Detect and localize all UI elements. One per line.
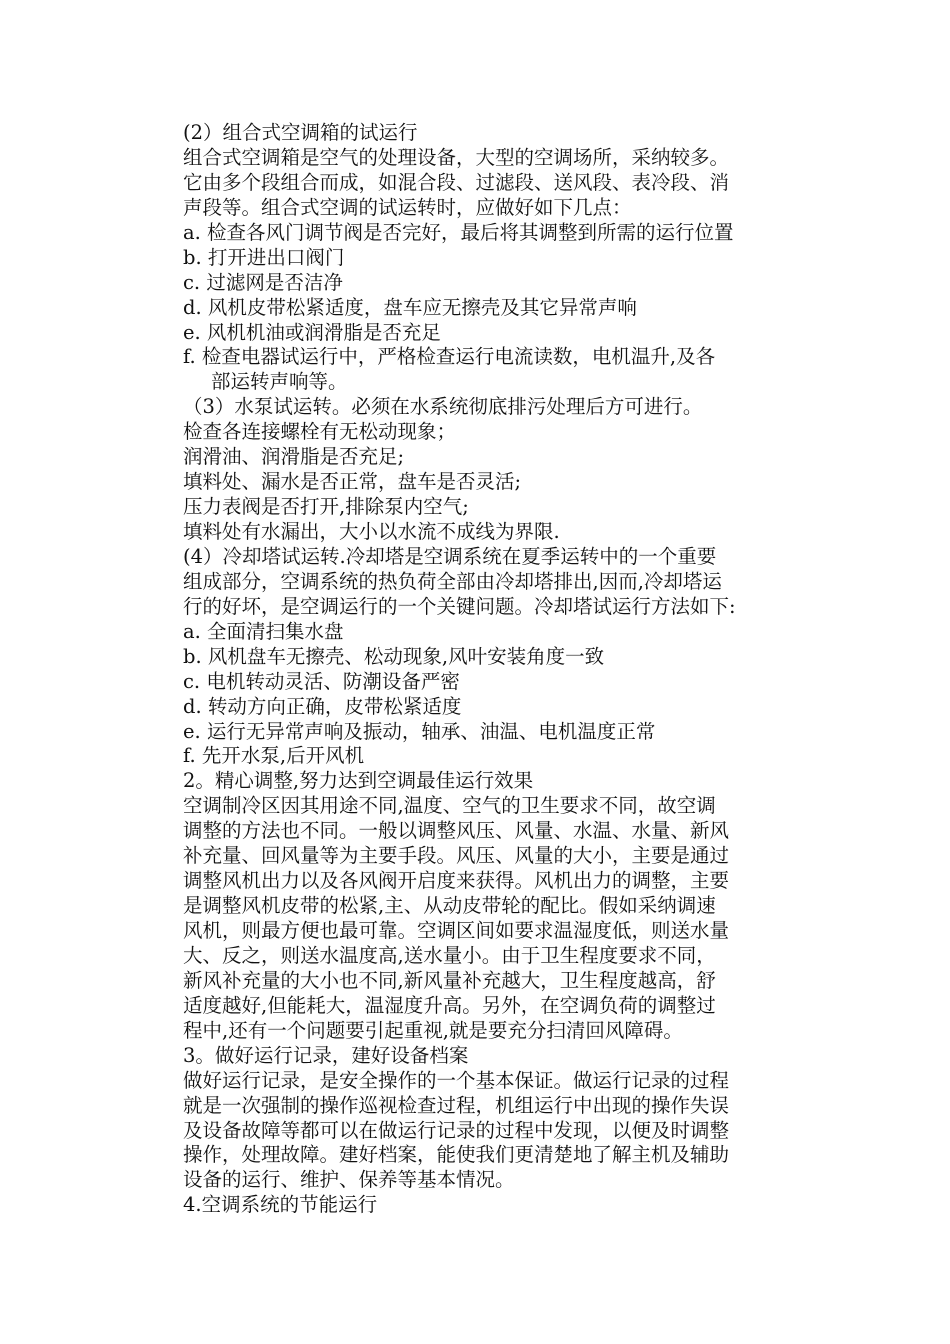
paragraph-line: 行的好坏，是空调运行的一个关键问题。冷却塔试运行方法如下: (183, 594, 736, 618)
paragraph-line: 操作，处理故障。建好档案，能使我们更清楚地了解主机及辅助 (183, 1143, 730, 1167)
heading-energy-saving: 4.空调系统的节能运行 (183, 1193, 378, 1217)
paragraph-line: 做好运行记录，是安全操作的一个基本保证。做运行记录的过程 (183, 1068, 730, 1092)
paragraph-line: 调整的方法也不同。一般以调整风压、风量、水温、水量、新风 (183, 819, 730, 843)
paragraph-line: 新风补充量的大小也不同,新风量补充越大，卫生程度越高，舒 (183, 968, 716, 992)
paragraph-line: 空调制冷区因其用途不同,温度、空气的卫生要求不同，故空调 (183, 794, 716, 818)
heading-records: 3。做好运行记录，建好设备档案 (183, 1043, 469, 1067)
paragraph-line: 它由多个段组合而成，如混合段、过滤段、送风段、表冷段、消 (183, 170, 730, 194)
paragraph-line: 组合式空调箱是空气的处理设备，大型的空调场所，采纳较多。 (183, 145, 730, 169)
paragraph-line: 及设备故障等都可以在做运行记录的过程中发现，以便及时调整 (183, 1118, 730, 1142)
paragraph-line: 就是一次强制的操作巡视检查过程，机组运行中出现的操作失误 (183, 1093, 730, 1117)
paragraph-line: 补充量、回风量等为主要手段。风压、风量的大小，主要是通过 (183, 844, 730, 868)
paragraph-line: 适度越好,但能耗大，温湿度升高。另外，在空调负荷的调整过 (183, 993, 716, 1017)
list-item: c. 过滤网是否洁净 (183, 270, 343, 294)
paragraph-line: 填料处、漏水是否正常，盘车是否灵活; (183, 470, 522, 494)
list-item: d. 转动方向正确，皮带松紧适度 (183, 694, 462, 718)
list-item: f. 检查电器试运行中，严格检查运行电流读数，电机温升,及各 (183, 345, 716, 369)
heading-cooling-tower-trial: (4）冷却塔试运转.冷却塔是空调系统在夏季运转中的一个重要 (183, 544, 717, 568)
list-item: d. 风机皮带松紧适度，盘车应无擦壳及其它异常声响 (183, 295, 637, 319)
document-page (183, 121, 823, 1218)
list-item: e. 风机机油或润滑脂是否充足 (183, 320, 441, 344)
heading-ahu-trial: (2）组合式空调箱的试运行 (183, 121, 418, 144)
paragraph-line: 填料处有水漏出，大小以水流不成线为界限. (183, 520, 560, 543)
list-item: e. 运行无异常声响及振动，轴承、油温、电机温度正常 (183, 719, 656, 743)
paragraph-line: 组成部分，空调系统的热负荷全部由冷却塔排出,因而,冷却塔运 (183, 569, 722, 593)
paragraph-line: 检查各连接螺栓有无松动现象； (183, 420, 457, 444)
paragraph-line: 声段等。组合式空调的试运转时，应做好如下几点： (183, 195, 632, 219)
paragraph-line: 设备的运行、维护、保养等基本情况。 (183, 1168, 515, 1192)
paragraph-line: 调整风机出力以及各风阀开启度来获得。风机出力的调整，主要 (183, 869, 730, 893)
list-item: a. 检查各风门调节阀是否完好，最后将其调整到所需的运行位置 (183, 220, 734, 244)
paragraph-line: 大、反之，则送水温度高,送水量小。由于卫生程度要求不同， (183, 943, 716, 967)
paragraph-line: 是调整风机皮带的松紧,主、从动皮带轮的配比。假如采纳调速 (183, 894, 716, 918)
list-item: b. 打开进出口阀门 (183, 245, 345, 269)
paragraph-line: 风机，则最方便也最可靠。空调区间如要求温湿度低，则送水量 (183, 919, 730, 942)
list-item: f. 先开水泵,后开风机 (183, 744, 365, 768)
list-item: a. 全面清扫集水盘 (183, 619, 344, 643)
list-item: b. 风机盘车无擦壳、松动现象,风叶安装角度一致 (183, 644, 605, 668)
heading-pump-trial: （3）水泵试运转。必须在水系统彻底排污处理后方可进行。 (183, 395, 703, 419)
heading-adjustment: 2。精心调整,努力达到空调最佳运行效果 (183, 769, 534, 793)
paragraph-line: 压力表阀是否打开,排除泵内空气; (183, 495, 469, 519)
paragraph-line: 润滑油、润滑脂是否充足; (183, 445, 405, 469)
list-item-continuation: 部运转声响等。 (211, 370, 348, 394)
list-item: c. 电机转动灵活、防潮设备严密 (183, 669, 460, 693)
paragraph-line: 程中,还有一个问题要引起重视,就是要充分扫清回风障碍。 (183, 1018, 683, 1042)
